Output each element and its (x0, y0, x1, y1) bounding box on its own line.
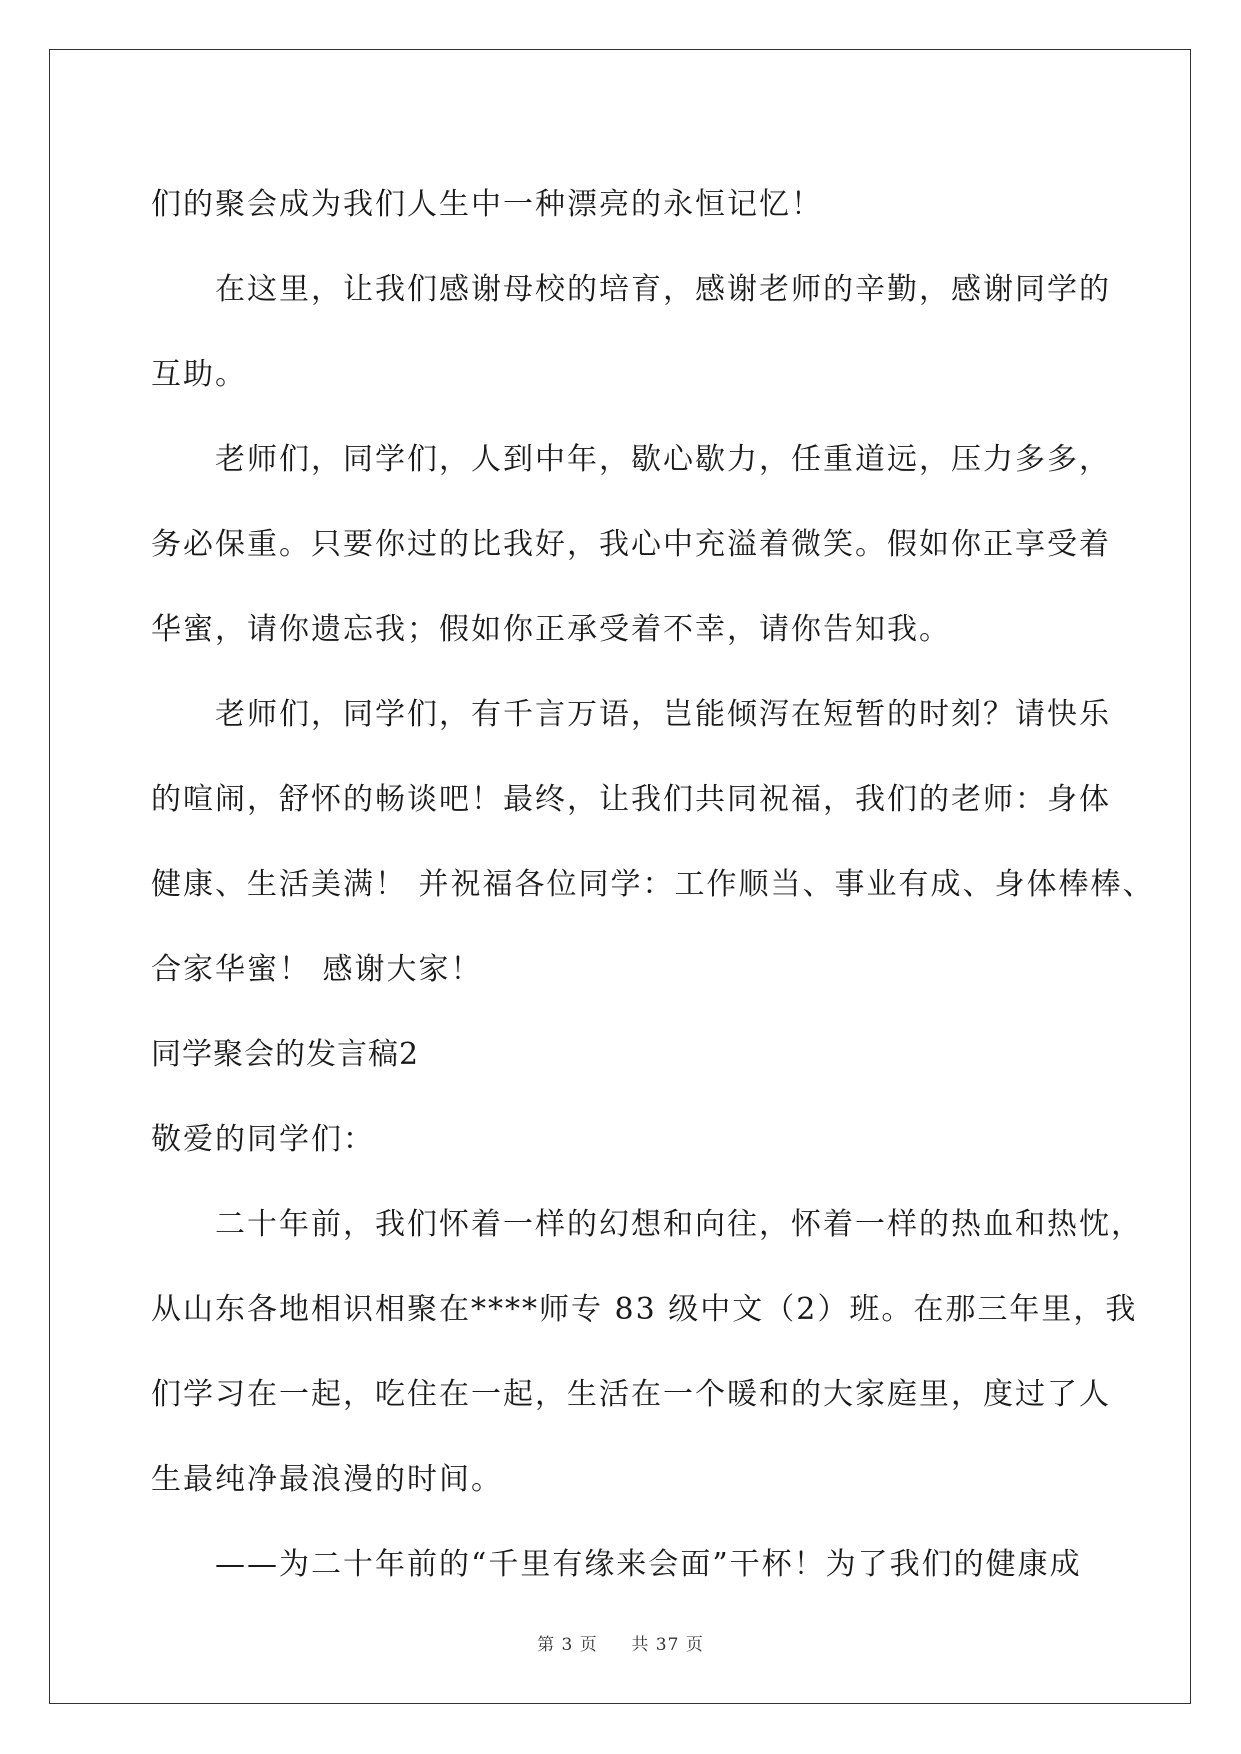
page-separator (608, 1635, 621, 1655)
text-line: 们的聚会成为我们人生中一种漂亮的永恒记忆！ (151, 187, 823, 222)
page-footer (0, 1630, 1241, 1655)
text-line: 们学习在一起，吃住在一起，生活在一个暖和的大家庭里，度过了人 (151, 1377, 1111, 1412)
paragraph-line: 老师们，同学们，人到中年，歇心歇力，任重道远，压力多多， (215, 442, 1111, 477)
text-line: 务必保重。只要你过的比我好，我心中充溢着微笑。假如你正享受着 (151, 527, 1111, 562)
page-number: 第 3 页 (537, 1635, 598, 1655)
text-line: 合家华蜜！ 感谢大家！ (151, 952, 483, 987)
text-line: 互助。 (151, 357, 247, 392)
document-body (151, 162, 1155, 1607)
text-line: 从山东各地相识相聚在****师专 83 级中文（2）班。在那三年里，我 (151, 1292, 1138, 1327)
salutation: 敬爱的同学们： (151, 1122, 375, 1157)
text-line: 的喧闹，舒怀的畅谈吧！最终，让我们共同祝福，我们的老师：身体 (151, 782, 1111, 817)
total-pages: 共 37 页 (631, 1635, 704, 1655)
section-heading: 同学聚会的发言稿2 (151, 1037, 420, 1072)
text-line: 生最纯净最浪漫的时间。 (151, 1462, 503, 1497)
paragraph-line: 老师们，同学们，有千言万语，岂能倾泻在短暂的时刻？请快乐 (215, 697, 1111, 732)
text-line: 华蜜，请你遗忘我；假如你正承受着不幸，请你告知我。 (151, 612, 951, 647)
paragraph-line: 二十年前，我们怀着一样的幻想和向往，怀着一样的热血和热忱， (215, 1207, 1143, 1242)
paragraph-line: ——为二十年前的“千里有缘来会面”干杯！为了我们的健康成 (215, 1547, 1082, 1582)
text-line: 健康、生活美满！ 并祝福各位同学：工作顺当、事业有成、身体棒棒、 (151, 867, 1155, 902)
paragraph-line: 在这里，让我们感谢母校的培育，感谢老师的辛勤，感谢同学的 (215, 272, 1111, 307)
